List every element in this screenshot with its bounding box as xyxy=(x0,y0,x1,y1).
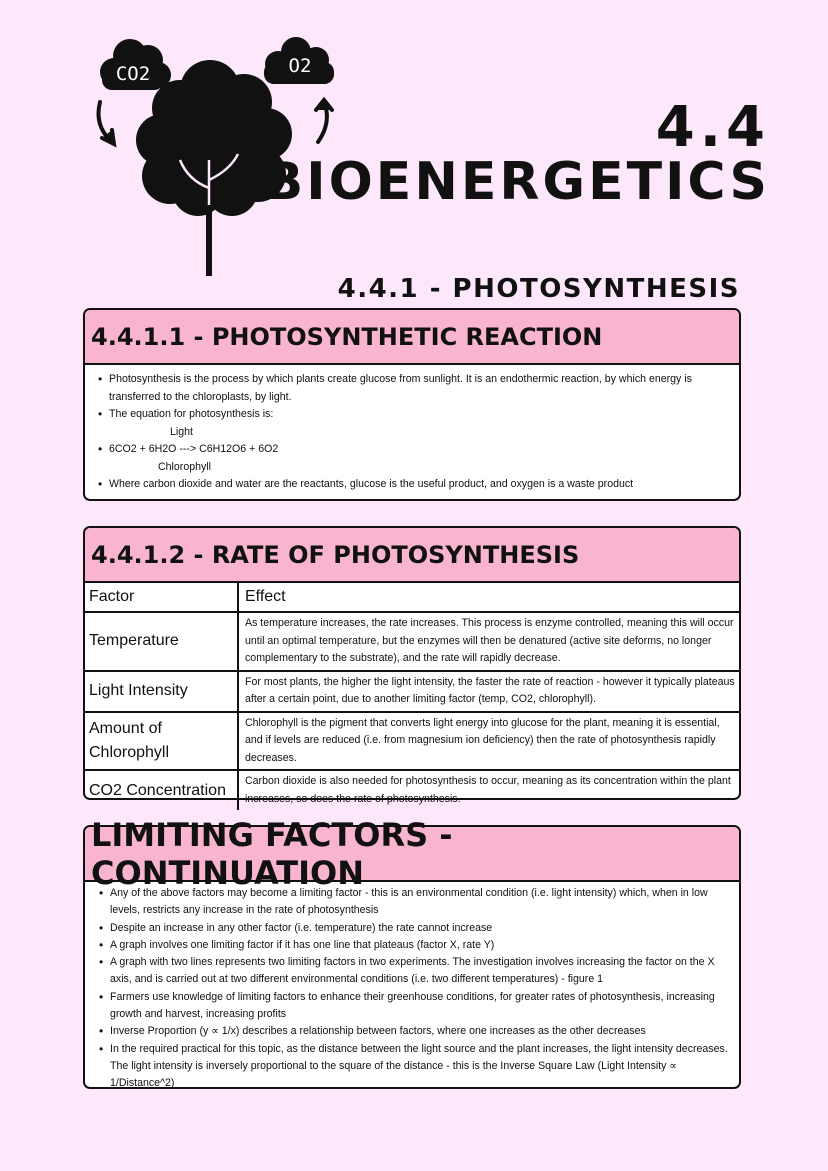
effect-cell: For most plants, the higher the light intensity, the faster the rate of reaction - however it typically plateaus after a certain point, due to another limiting factor (temp, CO2, chlorophyll). xyxy=(238,671,739,712)
o2-cloud-icon xyxy=(264,37,334,84)
list-item: • In the required practical for this topic, as the distance between the light source and the plant increases, the light intensity decreases. The light intensity is inversely proportional to the square of the distance - this is the Inverse Square Law (Light Intensity ∝ 1/Distance^2) xyxy=(99,1041,731,1093)
co2-label: CO2 xyxy=(115,63,151,85)
list-item: • Any of the above factors may become a limiting factor - this is an environmental condition (i.e. light intensity) which, when in low levels, restricts any increase in the rate of photosynthesis xyxy=(99,885,731,920)
list-item: • Inverse Proportion (y ∝ 1/x) describes a relationship between factors, where one increases as the other decreases xyxy=(99,1023,731,1040)
reaction-notes xyxy=(85,365,739,494)
section-title: 4.4.1.2 - RATE OF PHOTOSYNTHESIS xyxy=(85,528,739,583)
factor-cell: Temperature xyxy=(85,612,238,671)
list-item: • The equation for photosynthesis is: xyxy=(98,406,729,424)
limiting-factors-list xyxy=(85,882,739,1093)
list-item: • Farmers use knowledge of limiting factors to enhance their greenhouse conditions, for greater rates of photosynthesis, increasing growth and harvest, increasing profits xyxy=(99,989,731,1024)
list-item: • Where carbon dioxide and water are the reactants, glucose is the useful product, and oxygen is a waste product xyxy=(98,476,729,494)
topic-title: 4.4.1 - PHOTOSYNTHESIS xyxy=(337,274,740,304)
effect-cell: Chlorophyll is the pigment that converts light energy into glucose for the plant, meaning it is essential, and if levels are reduced (i.e. from magnesium ion deficiency) then the rate of photosynthesis rapidly decreases. xyxy=(238,712,739,771)
equation-light-label: Light xyxy=(170,425,193,438)
equation-chlorophyll-label: Chlorophyll xyxy=(158,460,211,473)
factor-cell: CO2 Concentration xyxy=(85,770,238,810)
column-header-factor: Factor xyxy=(85,583,238,612)
section-title: 4.4.1.1 - PHOTOSYNTHETIC REACTION xyxy=(85,310,739,365)
column-header-effect: Effect xyxy=(238,583,739,612)
table-header-row xyxy=(85,583,739,612)
table-row xyxy=(85,770,739,810)
unit-title: BIOENERGETICS xyxy=(263,152,770,212)
o2-label: O2 xyxy=(288,55,312,77)
photosynthetic-reaction-card xyxy=(83,308,741,501)
factor-table xyxy=(85,583,739,810)
table-row xyxy=(85,671,739,712)
effect-cell: As temperature increases, the rate increases. This process is enzyme controlled, meaning this will occur until an optimal temperature, but the enzymes will then be denatured (active site deforms, no longer complementary to the substrate), and the rate will rapidly decrease. xyxy=(238,612,739,671)
list-item: • Photosynthesis is the process by which plants create glucose from sunlight. It is an endothermic reaction, by which energy is transferred to the chloroplasts, by light. xyxy=(98,371,729,406)
table-row xyxy=(85,612,739,671)
list-item: • A graph with two lines represents two limiting factors in two experiments. The investigation involves increasing the factor on the X axis, and is carried out at two different environmental conditions (i.e. two different temperatures) - figure 1 xyxy=(99,954,731,989)
unit-number: 4.4 xyxy=(655,95,770,160)
limiting-factors-card xyxy=(83,815,741,1090)
factor-cell: Amount of Chlorophyll xyxy=(85,712,238,771)
section-title: LIMITING FACTORS - CONTINUATION xyxy=(85,827,739,882)
factor-cell: Light Intensity xyxy=(85,671,238,712)
co2-cloud-icon xyxy=(100,39,171,90)
table-row xyxy=(85,712,739,771)
effect-cell: Carbon dioxide is also needed for photosynthesis to occur, meaning as its concentration within the plant increases, so does the rate of photosynthesis. xyxy=(245,775,731,805)
list-item: • A graph involves one limiting factor if it has one line that plateaus (factor X, rate Y) xyxy=(99,937,731,954)
list-item: • Despite an increase in any other factor (i.e. temperature) the rate cannot increase xyxy=(99,920,731,937)
rate-of-photosynthesis-card xyxy=(83,526,741,805)
equation: • 6CO2 + 6H2O ---> C6H12O6 + 6O2 xyxy=(98,441,729,459)
